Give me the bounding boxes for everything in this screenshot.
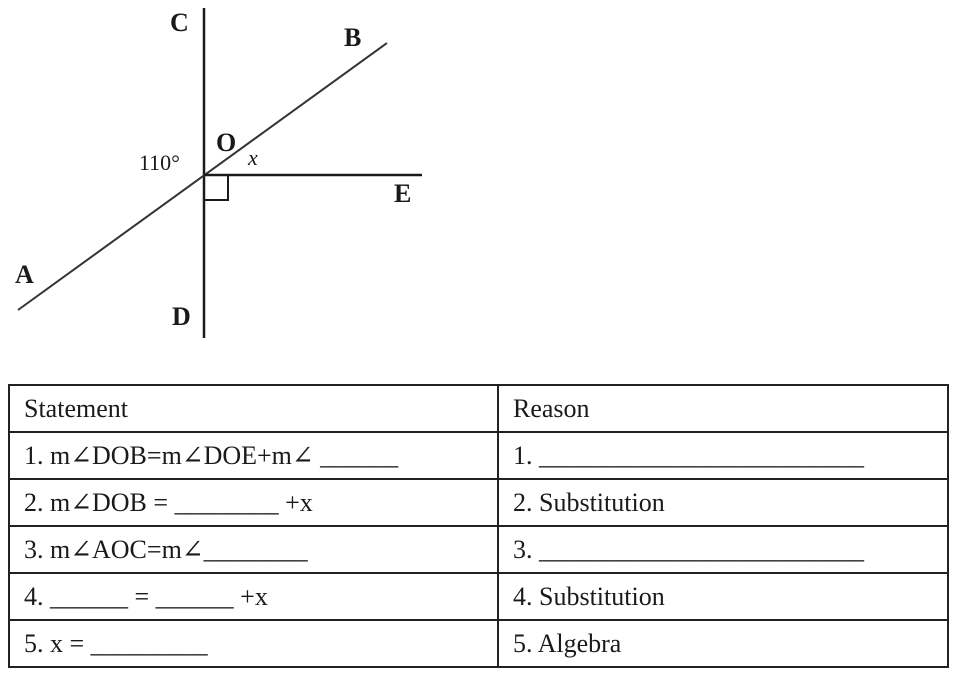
angle-variable-x: x <box>248 145 258 170</box>
right-angle-marker <box>204 175 228 200</box>
point-label-e: E <box>394 179 412 208</box>
header-statement: Statement <box>9 385 498 432</box>
reason-cell: 5. Algebra <box>498 620 948 667</box>
point-label-a: A <box>15 260 34 289</box>
table-row <box>9 573 948 620</box>
line-ab <box>18 43 387 310</box>
statement-cell: 1. m∠DOB=m∠DOE+m∠ ______ <box>9 432 498 479</box>
table-header-row <box>9 385 948 432</box>
reason-cell: 4. Substitution <box>498 573 948 620</box>
table-row <box>9 620 948 667</box>
reason-cell: 3. _________________________ <box>498 526 948 573</box>
point-label-c: C <box>170 8 189 37</box>
statement-cell: 2. m∠DOB = ________ +x <box>9 479 498 526</box>
statement-cell: 4. ______ = ______ +x <box>9 573 498 620</box>
reason-cell: 1. _________________________ <box>498 432 948 479</box>
statement-cell: 5. x = _________ <box>9 620 498 667</box>
table-row <box>9 479 948 526</box>
header-reason: Reason <box>498 385 948 432</box>
reason-cell: 2. Substitution <box>498 479 948 526</box>
point-label-o: O <box>216 128 237 157</box>
point-label-b: B <box>344 23 362 52</box>
angle-label-110: 110° <box>139 150 180 175</box>
point-label-d: D <box>172 302 191 331</box>
statement-cell: 3. m∠AOC=m∠________ <box>9 526 498 573</box>
table-row <box>9 526 948 573</box>
proof-table <box>8 384 949 668</box>
table-row <box>9 432 948 479</box>
